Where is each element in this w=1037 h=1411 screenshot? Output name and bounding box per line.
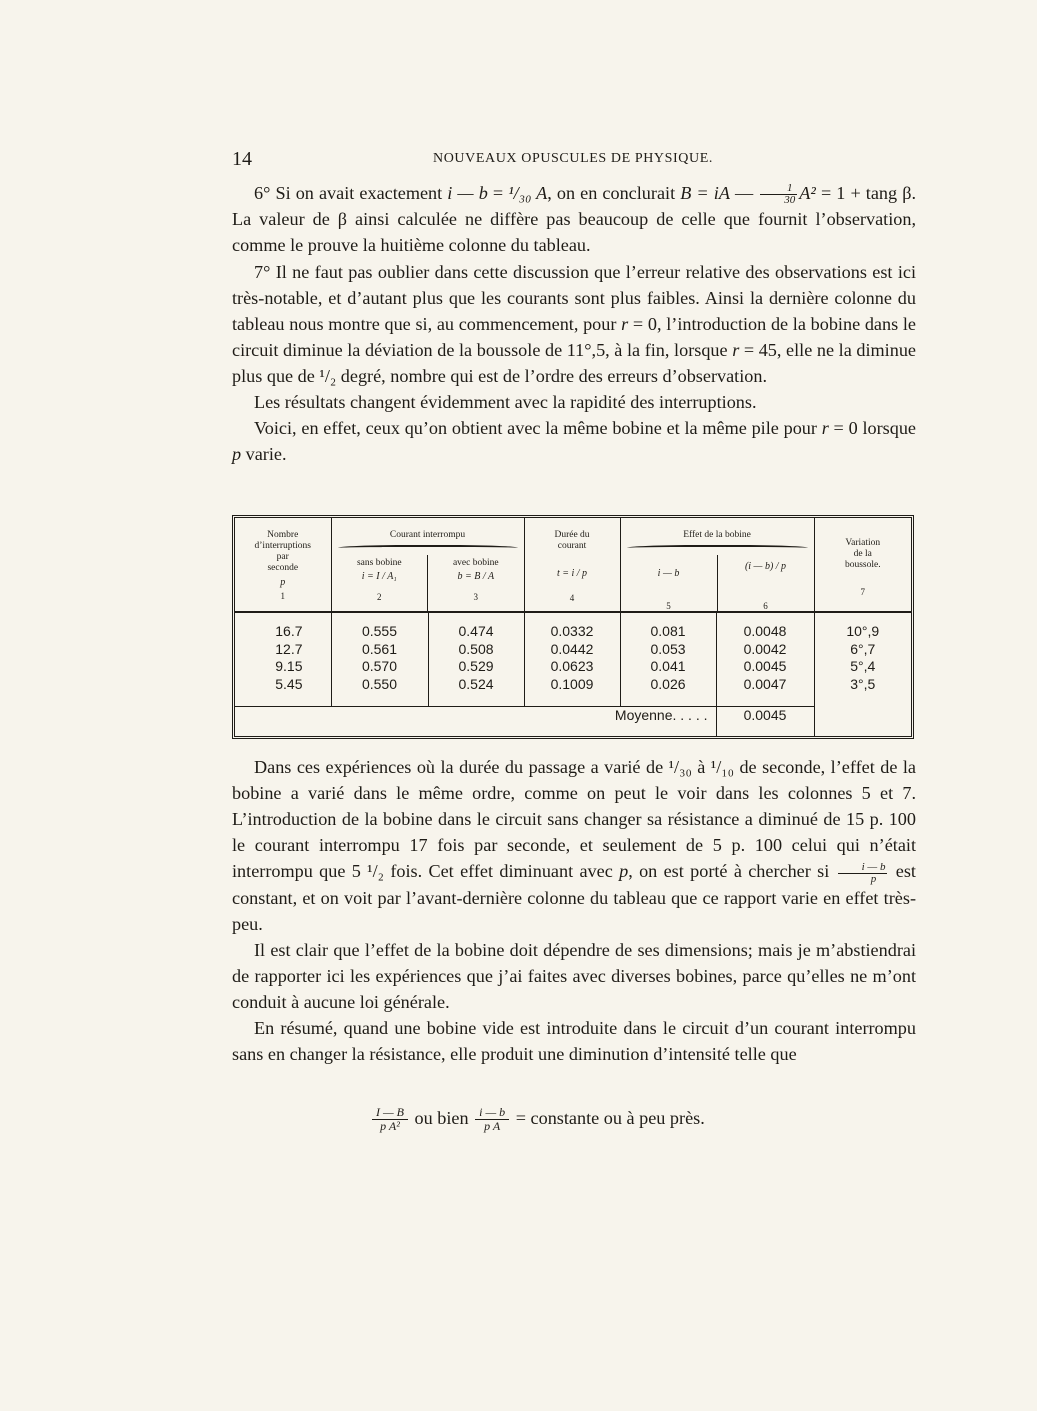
brace-effect — [627, 545, 808, 552]
paragraph-6: 6° Si on avait exactement i — b = ¹/₃₀ A, on en conclurait B = iA — $\frac{1}{30}$ A² = 1 + tang β. La valeur de β ainsi calculée ne diffère pas beaucoup de celle que fournit l’observation, comme le prouve la huitième colonne du tableau. — [232, 182, 917, 256]
header-interruptions: Nombre d’interruptions par seconde p 1 — [235, 518, 331, 612]
column-sans-bobine: 0.555 0.561 0.570 0.550 — [331, 612, 428, 706]
page-number: 14 — [232, 148, 252, 170]
lower-text — [232, 754, 916, 1067]
column-avec-bobine: 0.474 0.508 0.529 0.524 — [428, 612, 524, 706]
paragraph-clair: Il est clair que l’effet de la bobine doit dépendre de ses dimensions; mais je m’abstiendrai de rapporter ici les expériences que j’ai faites avec diverses bobines, parce qu’elles ne m’ont conduit à aucune loi générale. — [232, 939, 916, 1013]
upper-text — [232, 180, 916, 467]
column-p: 16.7 12.7 9.15 5.45 — [235, 612, 331, 706]
fraction-i-minus-b-over-p: $\frac{i — b}{p}$ — [838, 862, 888, 885]
header-effect-diff: i — b 5 — [621, 555, 718, 611]
header-duree: Durée du courant t = i / p 4 — [524, 518, 620, 612]
fraction-I-minus-B: $\frac{I — B}{\text{p A²}}$ — [372, 1106, 408, 1133]
running-head: NOUVEAUX OPUSCULES DE PHYSIQUE. — [433, 151, 713, 166]
brace-current — [338, 545, 518, 552]
header-current-group: Courant interrompu sans bobine i = I / A₁ 2 avec bobine b = B / A 3 — [331, 518, 524, 612]
header-variation: Variation de la boussole. 7 — [814, 518, 911, 612]
header-sans-bobine: sans bobine i = I / A₁ 2 — [332, 555, 429, 611]
page-header — [232, 148, 914, 172]
header-effect-ratio: (i — b) / p 6 — [744, 561, 787, 611]
column-variation: 10°,9 6°,7 5°,4 3°,5 — [846, 623, 880, 692]
paragraph-7: 7° Il ne faut pas oublier dans cette discussion que l’erreur relative des observations est ici très-notable, et d’autant plus que les courants sont plus faibles. Ainsi la dernière colonne du tableau nous montre que si, au commencement, pour r = 0, l’introduction de la bobine dans le circuit diminue la déviation de la boussole de 11°,5, à la fin, lorsque r = 45, elle ne la diminue plus que de ¹/₂ degré, nombre qui est de l’ordre des erreurs d’observation. — [232, 261, 917, 386]
moyenne-label: Moyenne. . . . . — [235, 706, 716, 737]
data-rows — [235, 612, 911, 706]
paragraph-results: Les résultats changent évidemment avec la rapidité des interruptions. — [254, 391, 757, 412]
average-row — [235, 706, 911, 737]
final-formula: $\frac{I — B}{\text{p A²}}$ ou bien $\frac{i — b}{\text{p A}}$ = constante ou à peu près. — [370, 1098, 705, 1138]
column-effect-ratio: 0.0048 0.0042 0.0045 0.0047 — [716, 612, 814, 706]
paragraph-voici: Voici, en effet, ceux qu’on obtient avec la même bobine et la même pile pour r = 0 lorsque p varie. — [232, 418, 916, 465]
data-table — [232, 515, 914, 739]
moyenne-value: 0.0045 — [716, 706, 814, 737]
fraction-i-minus-b: $\frac{i — b}{\text{p A}}$ — [475, 1106, 509, 1133]
header-avec-bobine: avec bobine b = B / A 3 — [452, 558, 499, 602]
column-effect-diff: 0.081 0.053 0.041 0.026 — [620, 612, 716, 706]
paragraph-dans: Dans ces expériences où la durée du passage a varié de ¹/₃₀ à ¹/₁₀ de seconde, l’effet de la bobine a varié dans le même ordre, comme on peut le voir dans les colonnes 5 et 7. L’introduction de la bobine dans le circuit sans changer sa résistance a diminué de 15 p. 100 le courant interrompu 17 fois par seconde, et seulement de 5 p. 100 celui qui n’était interrompu que 5 ¹/₂ fois. Cet effet diminuant avec p, on est porté à chercher si $\frac{i — b}{p}$ est constant, et on voit par l’avant-dernière colonne du tableau que ce rapport varie en effet très-peu. — [232, 757, 916, 934]
fraction-one-thirtieth: $\frac{1}{30}$ — [760, 183, 797, 206]
paragraph-resume: En résumé, quand une bobine vide est introduite dans le circuit d’un courant interrompu sans en changer la résistance, elle produit une diminution d’intensité telle que — [232, 1018, 916, 1065]
column-duree: 0.0332 0.0442 0.0623 0.1009 — [524, 612, 620, 706]
header-effect-group: Effet de la bobine i — b 5 (i — b) / p 6 — [620, 518, 814, 612]
